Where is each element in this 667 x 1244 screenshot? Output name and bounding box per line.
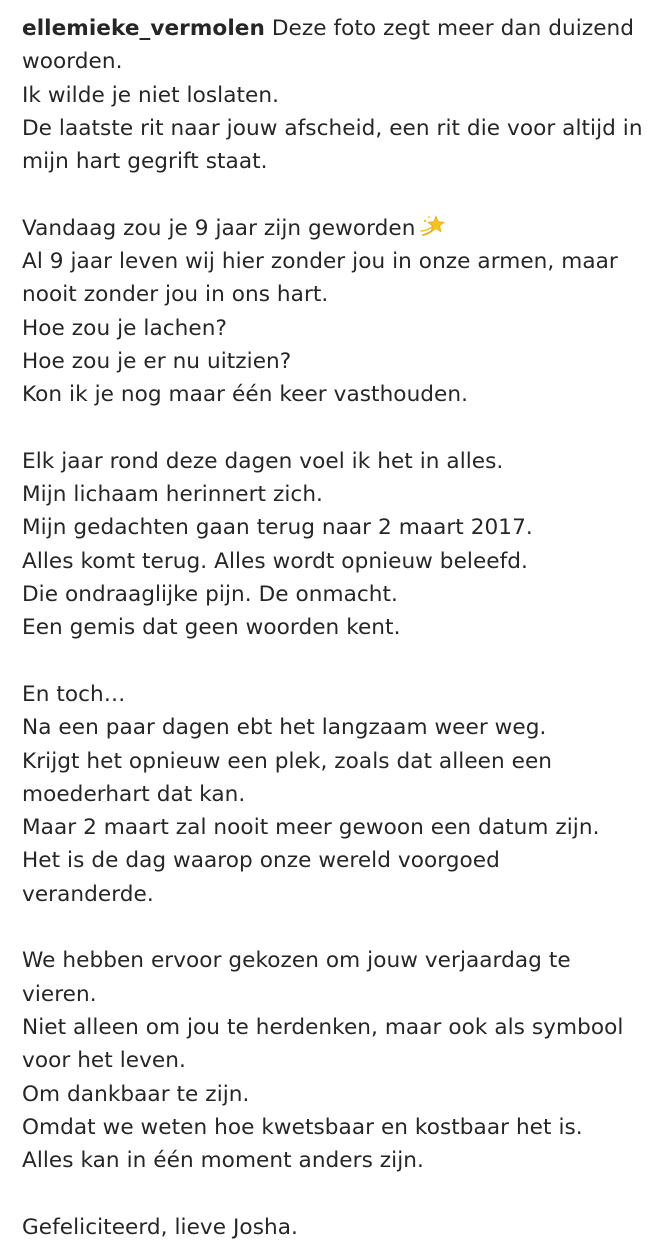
caption-text: voor het leven. [22, 1048, 186, 1074]
caption-text: Om dankbaar te zijn. [22, 1081, 250, 1107]
caption-line-with-emoji [22, 212, 642, 245]
caption-text: Hoe zou je er nu uitzien? [22, 348, 292, 374]
caption-text: moederhart dat kan. [22, 781, 246, 807]
caption-text: We hebben ervoor gekozen om jouw verjaardag te [22, 948, 571, 974]
caption-text: Maar 2 maart zal nooit meer gewoon een datum zijn. [22, 815, 600, 841]
caption-text: Vandaag zou je 9 jaar zijn geworden [22, 215, 416, 241]
username-link[interactable]: ellemieke_vermolen [22, 16, 265, 41]
caption-text: Een gemis dat geen woorden kent. [22, 615, 401, 641]
caption-text: woorden. [22, 49, 123, 75]
caption-text: En toch… [22, 681, 126, 707]
paragraph-break [22, 178, 642, 211]
paragraph-break [22, 645, 642, 678]
caption-text: Hoe zou je lachen? [22, 315, 227, 341]
caption-text: Alles komt terug. Alles wordt opnieuw beleefd. [22, 548, 528, 574]
paragraph-break [22, 412, 642, 445]
caption-text: Alles kan in één moment anders zijn. [22, 1148, 424, 1174]
caption-text: Na een paar dagen ebt het langzaam weer weg. [22, 715, 547, 741]
caption-text: mijn hart gegrift staat. [22, 149, 268, 175]
caption-text: Krijgt het opnieuw een plek, zoals dat alleen een [22, 748, 553, 774]
paragraph-break [22, 911, 642, 944]
paragraph-break [22, 1177, 642, 1210]
post-caption [22, 12, 642, 1244]
caption-text: Omdat we weten hoe kwetsbaar en kostbaar het is. [22, 1114, 583, 1140]
caption-text: De laatste rit naar jouw afscheid, een rit die voor altijd in [22, 115, 643, 141]
dizzy-star-icon [419, 213, 445, 239]
caption-line-1 [22, 12, 642, 45]
caption-text: Gefeliciteerd, lieve Josha. [22, 1214, 298, 1240]
caption-text: nooit zonder jou in ons hart. [22, 282, 329, 308]
caption-text: Ik wilde je niet loslaten. [22, 82, 279, 108]
caption-text: Elk jaar rond deze dagen voel ik het in alles. [22, 448, 504, 474]
caption-text: Deze foto zegt meer dan duizend [271, 16, 635, 41]
caption-text: veranderde. [22, 881, 154, 907]
caption-text: Die ondraaglijke pijn. De onmacht. [22, 582, 398, 608]
caption-text: vieren. [22, 981, 97, 1007]
caption-text: Kon ik je nog maar één keer vasthouden. [22, 382, 469, 408]
caption-text: Het is de dag waarop onze wereld voorgoed [22, 848, 500, 874]
caption-text: Mijn lichaam herinnert zich. [22, 482, 323, 508]
caption-text: Al 9 jaar leven wij hier zonder jou in onze armen, maar [22, 249, 618, 275]
caption-text: Mijn gedachten gaan terug naar 2 maart 2017. [22, 515, 533, 541]
caption-text: Niet alleen om jou te herdenken, maar ook als symbool [22, 1014, 624, 1040]
